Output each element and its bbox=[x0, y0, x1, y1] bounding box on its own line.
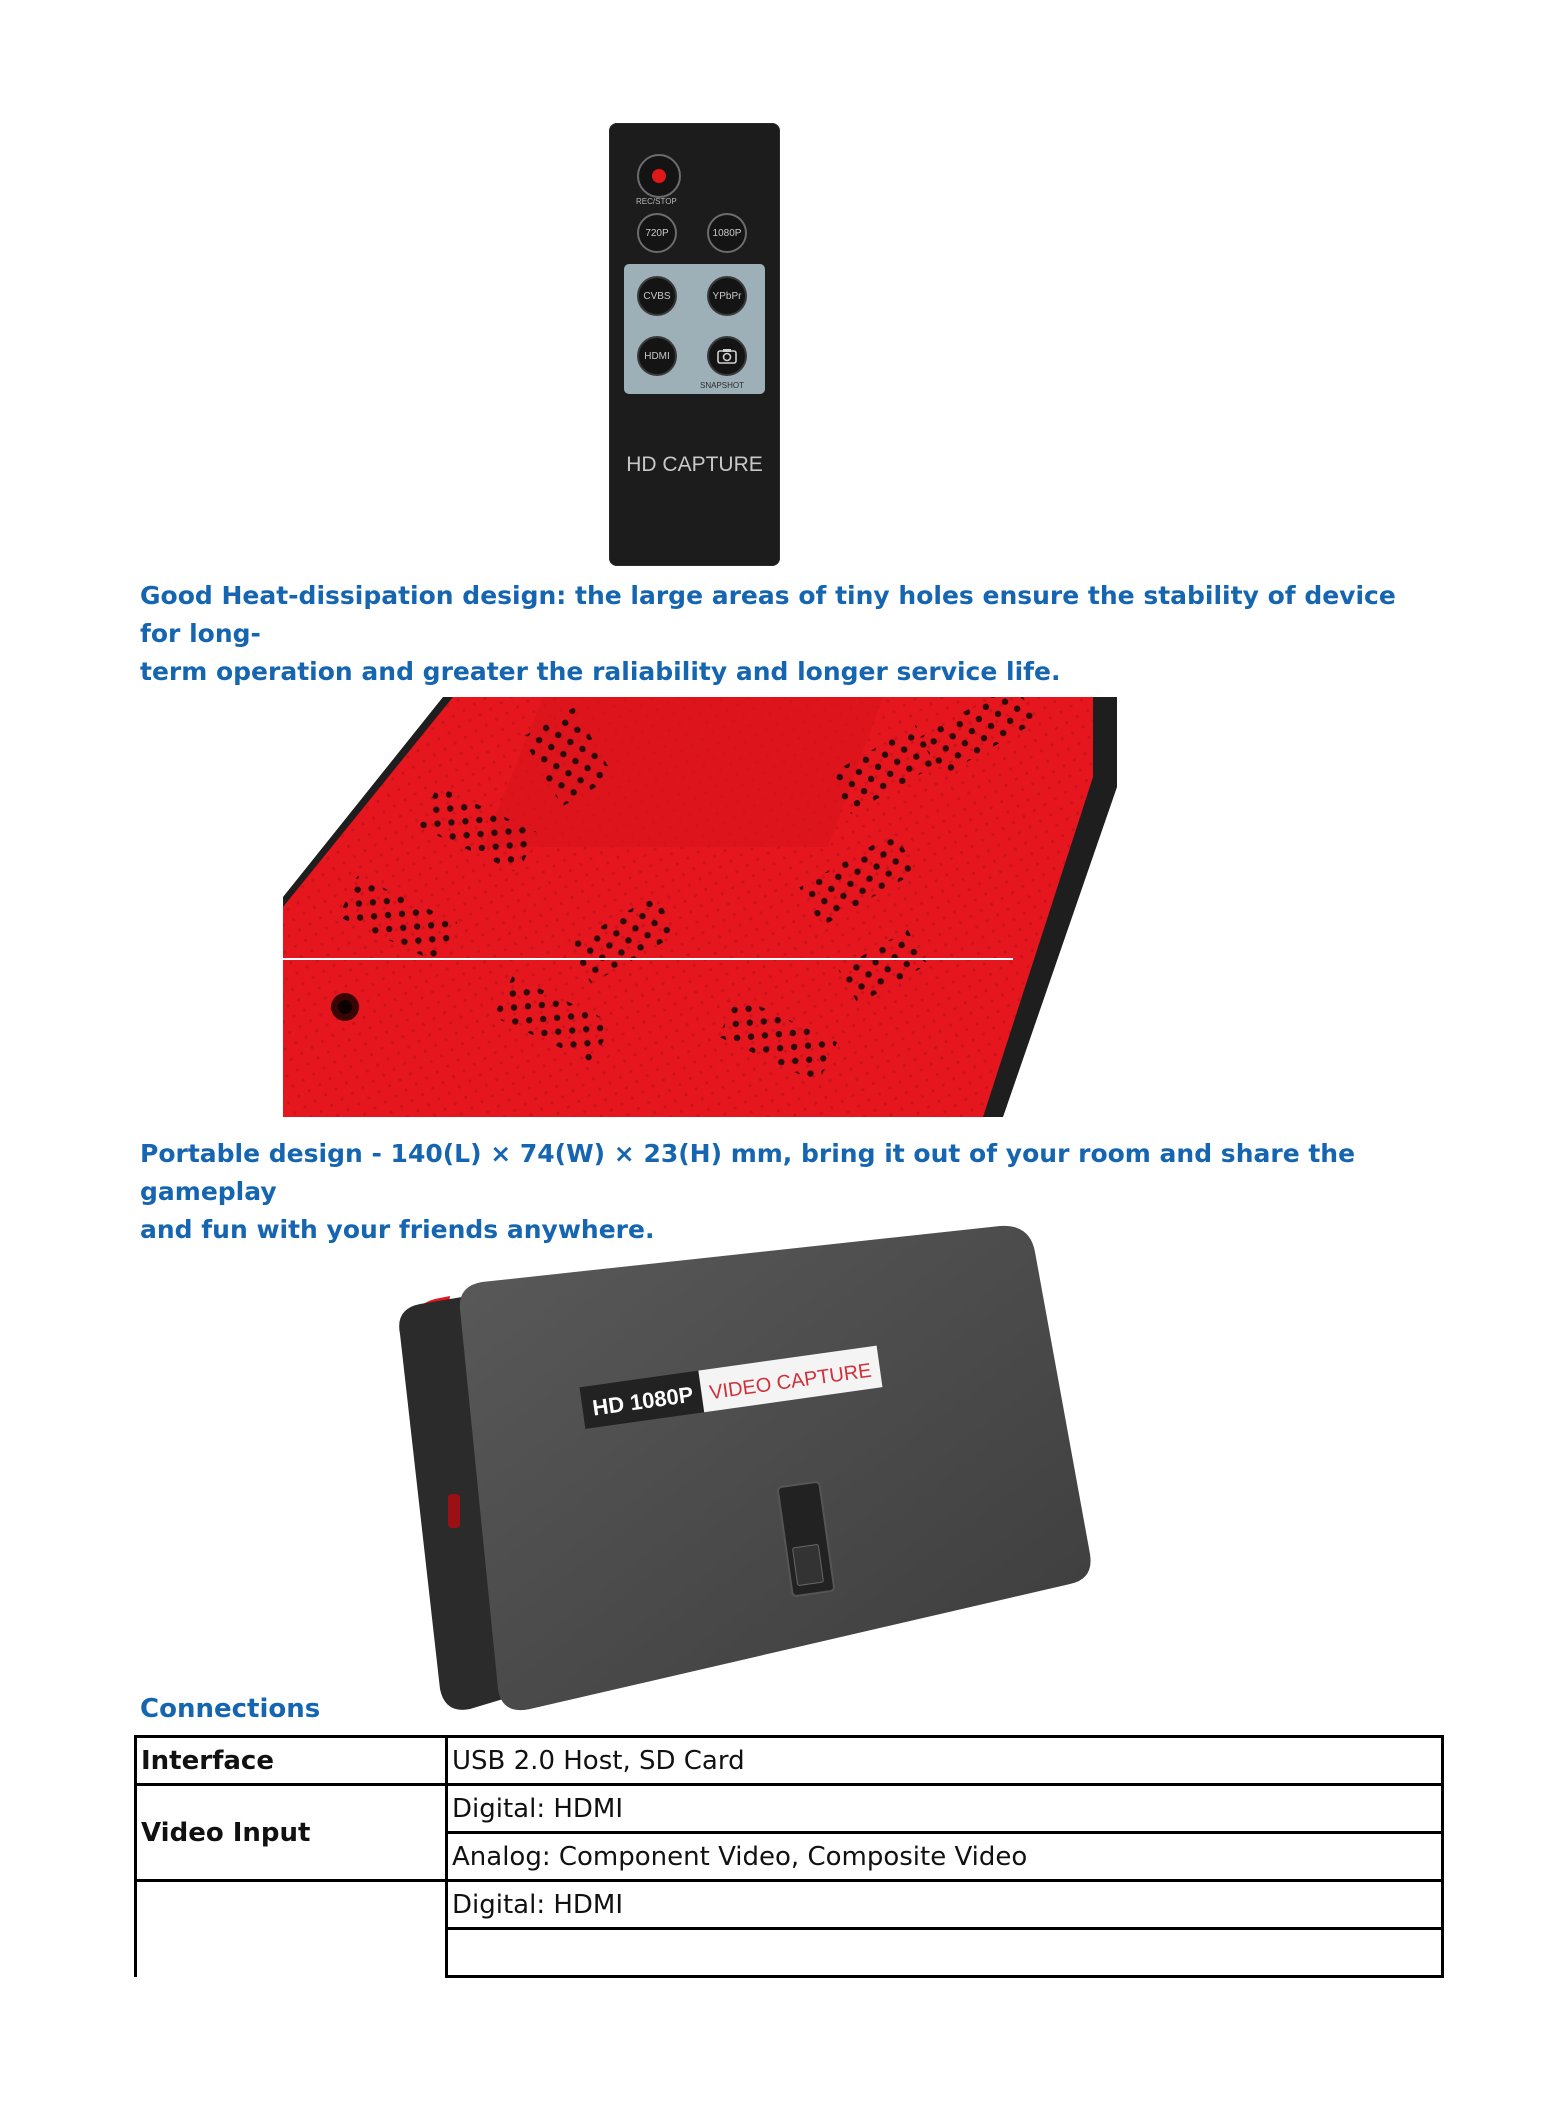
record-dot-icon bbox=[652, 169, 666, 183]
connections-table bbox=[134, 1735, 1444, 1978]
connections-heading: Connections bbox=[140, 1694, 321, 1724]
heat-line-2: term operation and greater the raliability and longer service life. bbox=[140, 657, 1061, 686]
label-hd1080p: HD 1080P bbox=[590, 1381, 695, 1421]
camera-snapshot-icon bbox=[707, 336, 747, 376]
capture-device-photo bbox=[390, 1224, 1110, 1744]
row-value-video-input-digital: Digital: HDMI bbox=[447, 1785, 1443, 1833]
ypbpr-button: YPbPr bbox=[707, 276, 747, 316]
remote-brand-text: HD CAPTURE bbox=[626, 453, 763, 476]
usb-port-icon bbox=[448, 1494, 460, 1528]
row-label-video-input: Video Input bbox=[136, 1785, 447, 1881]
row-label-interface: Interface bbox=[136, 1737, 447, 1785]
table-row bbox=[136, 1785, 1443, 1833]
remote-input-panel bbox=[624, 264, 765, 394]
capture-device-image bbox=[390, 1224, 1110, 1744]
heat-dissipation-image bbox=[283, 697, 1117, 1117]
row-value-empty bbox=[447, 1929, 1443, 1977]
row-value-digital-hdmi: Digital: HDMI bbox=[447, 1881, 1443, 1929]
cvbs-button: CVBS bbox=[637, 276, 677, 316]
row-value-interface: USB 2.0 Host, SD Card bbox=[447, 1737, 1443, 1785]
720p-button: 720P bbox=[637, 213, 677, 253]
label-video-capture: VIDEO CAPTURE bbox=[708, 1359, 873, 1405]
row-value-video-input-analog: Analog: Component Video, Composite Video bbox=[447, 1833, 1443, 1881]
remote-control-image bbox=[609, 123, 780, 566]
snapshot-label: SNAPSHOT bbox=[700, 381, 745, 390]
heat-holes-photo bbox=[283, 697, 1117, 1117]
heat-line-1: Good Heat-dissipation design: the large areas of tiny holes ensure the stability of device for long- bbox=[140, 581, 1396, 648]
table-row bbox=[136, 1737, 1443, 1785]
hdmi-button: HDMI bbox=[637, 336, 677, 376]
1080p-button: 1080P bbox=[707, 213, 747, 253]
portable-line-1: Portable design - 140(L) × 74(W) × 23(H) mm, bring it out of your room and share the gameplay bbox=[140, 1139, 1356, 1206]
row-label-blank bbox=[136, 1881, 447, 1977]
table-row bbox=[136, 1881, 1443, 1929]
rec-stop-label: REC/STOP bbox=[636, 197, 677, 206]
portable-line-2: and fun with your friends anywhere. bbox=[140, 1215, 655, 1244]
heat-dissipation-paragraph bbox=[140, 577, 1440, 691]
rec-stop-button-icon bbox=[637, 154, 681, 198]
